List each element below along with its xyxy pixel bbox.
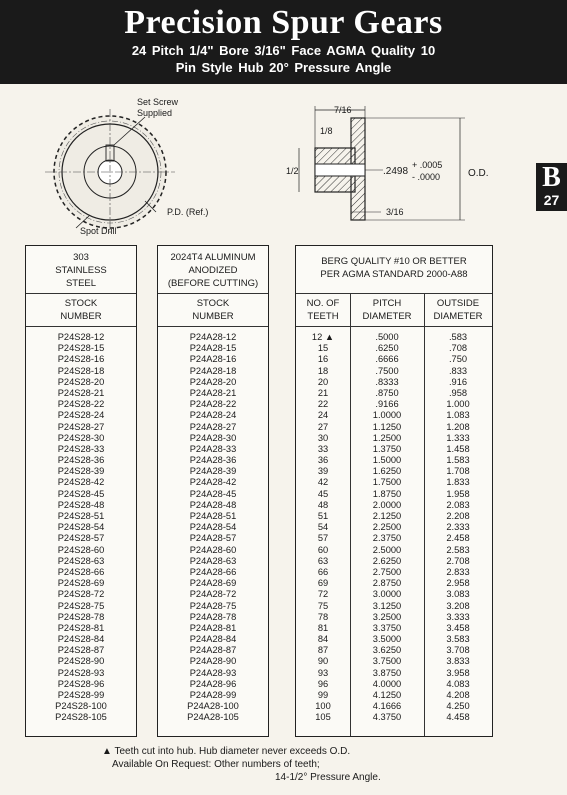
outside-diameter-cell: 4.208	[446, 690, 470, 700]
set-screw-label: Set Screw	[137, 97, 179, 107]
pitch-diameter-cell: 3.0000	[372, 589, 402, 600]
stock-number-cell: P24S28-36	[57, 455, 105, 466]
spec-line-1: 24 Pitch 1/4" Bore 3/16" Face AGMA Quality 10	[131, 43, 436, 58]
teeth-cell: 78	[317, 611, 329, 622]
table-row	[296, 656, 492, 667]
stock-number-cell: P24S28-84	[57, 634, 105, 645]
pitch-diameter-cell: .6250	[375, 343, 399, 354]
table-row	[296, 377, 492, 388]
stock-number-cell: P24A28-96	[189, 678, 237, 689]
stock-number-cell: P24A28-42	[189, 477, 237, 488]
outside-diameter-cell: 1.083	[446, 410, 470, 421]
stock-number-cell: P24S28-75	[57, 600, 105, 611]
stock-number-cell: P24A28-51	[189, 511, 237, 521]
teeth-cell: 72	[317, 589, 329, 600]
table-row	[296, 399, 492, 410]
stock-number-cell: P24A28-27	[189, 421, 237, 432]
stock-number-cell: P24A28-78	[189, 611, 237, 622]
outside-diameter-cell: 4.458	[446, 712, 470, 723]
stock-number-cell: P24A28-60	[189, 544, 237, 555]
pitch-diameter-cell: 1.0000	[372, 410, 402, 421]
pitch-diameter-cell: 3.5000	[372, 634, 402, 645]
stock-number-cell: P24S28-18	[57, 365, 105, 376]
stock-number-cell: P24A28-54	[189, 522, 237, 533]
pitch-diameter-cell: 3.7500	[372, 656, 402, 667]
spec-heading-l1: BERG QUALITY #10 OR BETTER	[321, 256, 467, 267]
table-row	[296, 623, 492, 634]
stock-number-cell: P24S28-69	[57, 578, 105, 589]
spec-table	[295, 245, 493, 737]
stock-number-cell: P24S28-21	[57, 387, 105, 398]
outside-diameter-cell: 2.333	[446, 522, 470, 533]
pitch-diameter-cell: 3.2500	[372, 611, 402, 622]
spec-line-2: Pin Style Hub 20° Pressure Angle	[175, 60, 392, 75]
stock-number-cell: P24A28-45	[189, 488, 237, 499]
supplied-label: Supplied	[137, 108, 173, 118]
stock-number-cell: P24S28-48	[57, 499, 105, 510]
pitch-diameter-cell: 3.8750	[372, 667, 402, 678]
stainless-material-l1: 303	[73, 252, 89, 263]
stock-number-cell: P24A28-18	[189, 365, 237, 376]
outside-diameter-cell: .916	[448, 376, 468, 387]
footnote-line-2: Available On Request: Other numbers of teeth;	[112, 759, 320, 770]
stock-number-cell: P24S28-66	[57, 566, 105, 577]
pitch-diameter-cell: 1.7500	[372, 477, 402, 488]
stock-number-cell: P24S28-15	[57, 343, 105, 354]
teeth-cell: 100	[315, 701, 331, 712]
pitch-diameter-cell: 2.3750	[372, 533, 402, 544]
pitch-diameter-cell: 1.8750	[372, 488, 402, 499]
outside-diameter-cell: .958	[448, 387, 468, 398]
table-row	[296, 589, 492, 600]
teeth-cell: 81	[317, 622, 329, 633]
od-header-l2: DIAMETER	[433, 311, 483, 322]
outside-diameter-cell: 3.958	[446, 667, 470, 678]
table-row	[296, 422, 492, 433]
pitch-diameter-cell: 2.7500	[372, 566, 402, 577]
table-row	[296, 388, 492, 399]
stock-number-cell: P24A28-20	[189, 376, 237, 387]
spec-rows	[296, 332, 492, 724]
stock-number-cell: P24A28-105	[187, 712, 239, 723]
teeth-cell: 36	[317, 455, 329, 466]
spec-heading-l2: PER AGMA STANDARD 2000-A88	[320, 269, 468, 280]
stock-number-cell: P24A28-39	[189, 466, 237, 477]
pitch-diameter-cell: .7500	[375, 365, 399, 376]
pitch-diameter-cell: .5000	[375, 332, 399, 342]
od-header-l1: OUTSIDE	[436, 298, 480, 309]
stock-number-cell: P24A28-63	[189, 555, 237, 566]
teeth-cell: 90	[317, 656, 329, 667]
teeth-cell: 21	[317, 387, 329, 398]
outside-diameter-cell: 1.333	[446, 432, 470, 443]
stock-number-cell: P24A28-33	[189, 443, 237, 454]
teeth-cell: 105	[315, 712, 331, 723]
stainless-material-l2: STAINLESS	[55, 265, 107, 276]
outside-diameter-cell: 2.958	[446, 578, 470, 589]
stock-number-cell: P24S28-60	[57, 544, 105, 555]
outside-diameter-cell: 3.583	[446, 634, 470, 645]
aluminum-col-l1: STOCK	[196, 298, 230, 309]
stainless-col-l2: NUMBER	[60, 311, 102, 322]
stock-number-cell: P24A28-99	[189, 690, 237, 700]
teeth-cell: 20	[317, 376, 329, 387]
pitch-diameter-cell: 2.1250	[372, 511, 402, 521]
teeth-cell: 24	[317, 410, 329, 421]
face-width-label: 3/16	[386, 207, 404, 217]
bore-label: .2498	[383, 166, 409, 177]
table-row	[296, 500, 492, 511]
footnote	[102, 745, 381, 784]
teeth-cell: 54	[317, 522, 329, 533]
pitch-diameter-cell: 3.3750	[372, 622, 402, 633]
stainless-table	[25, 245, 137, 737]
stock-number-cell: P24S28-72	[57, 589, 105, 600]
teeth-header-l2: TEETH	[307, 311, 339, 322]
outside-diameter-cell: 2.833	[446, 566, 470, 577]
pitch-diameter-cell: .8333	[375, 376, 399, 387]
stainless-material-l3: STEEL	[65, 278, 97, 289]
teeth-cell: 30	[317, 432, 329, 443]
stock-number-cell: P24S28-99	[57, 690, 105, 700]
table-row	[296, 444, 492, 455]
teeth-cell: 18	[317, 365, 329, 376]
table-row	[296, 489, 492, 500]
bore-tol-minus: - .0000	[412, 172, 441, 182]
stock-number-cell: P24S28-87	[57, 645, 105, 656]
outside-diameter-cell: 1.958	[446, 488, 470, 499]
pitch-diameter-label: P.D. (Ref.)	[167, 207, 209, 217]
od-label: O.D.	[468, 168, 489, 179]
outside-diameter-cell: .583	[448, 332, 468, 342]
teeth-cell: 33	[317, 443, 329, 454]
outside-diameter-cell: 2.583	[446, 544, 470, 555]
stock-number-cell: P24S28-12	[57, 332, 105, 342]
stock-number-cell: P24A28-30	[189, 432, 237, 443]
stock-number-cell: P24S28-20	[57, 376, 105, 387]
pitch-diameter-cell: 1.5000	[372, 455, 402, 466]
stock-number-cell: P24S28-39	[57, 466, 105, 477]
pitch-diameter-cell: 4.1250	[372, 690, 402, 700]
page-number: 27	[543, 192, 560, 208]
table-row	[296, 668, 492, 679]
table-row	[296, 701, 492, 712]
stock-number-cell: P24A28-21	[189, 387, 237, 398]
hub-length-label: 7/16	[334, 105, 352, 115]
stock-number-cell: P24A28-15	[189, 343, 237, 354]
stock-number-cell: P24S28-54	[57, 522, 105, 533]
stainless-rows	[26, 332, 136, 724]
stock-number-cell: P24A28-69	[189, 578, 237, 589]
teeth-cell: 63	[317, 555, 329, 566]
teeth-cell: 39	[317, 466, 329, 477]
outside-diameter-cell: 4.083	[446, 678, 470, 689]
stock-number-cell: P24A28-75	[189, 600, 237, 611]
spot-drill-label: Spot Drill	[80, 226, 117, 236]
teeth-cell: 99	[317, 690, 329, 700]
stock-number-cell: P24A28-93	[189, 667, 237, 678]
footnote-line-3: 14-1/2° Pressure Angle.	[275, 772, 381, 783]
outside-diameter-cell: .833	[448, 365, 468, 376]
pitch-diameter-cell: 4.3750	[372, 712, 402, 723]
table-row	[296, 522, 492, 533]
aluminum-table	[157, 245, 269, 737]
bore-tol-plus: + .0005	[412, 160, 443, 170]
stock-number-cell: P24S28-30	[57, 432, 105, 443]
footnote-line-1: ▲ Teeth cut into hub. Hub diameter never exceeds O.D.	[102, 746, 351, 757]
table-row	[296, 612, 492, 623]
stock-number-cell: P24A28-12	[189, 332, 237, 342]
teeth-cell: 12 ▲	[311, 332, 335, 342]
table-row	[296, 645, 492, 656]
outside-diameter-cell: 3.833	[446, 656, 470, 667]
stock-number-cell: P24A28-16	[189, 354, 237, 365]
teeth-cell: 15	[317, 343, 329, 354]
stock-number-cell: P24S28-63	[57, 555, 105, 566]
teeth-cell: 57	[317, 533, 329, 544]
stock-number-cell: P24A28-66	[189, 566, 237, 577]
aluminum-col-l2: NUMBER	[192, 311, 234, 322]
table-row	[296, 410, 492, 421]
teeth-cell: 75	[317, 600, 329, 611]
pitch-diameter-cell: 2.8750	[372, 578, 402, 589]
stock-number-cell: P24S28-81	[57, 622, 105, 633]
hub-diameter-label: 1/2	[286, 166, 299, 176]
stock-number-cell: P24S28-45	[57, 488, 105, 499]
table-row	[296, 433, 492, 444]
stock-number-cell: P24S28-42	[57, 477, 105, 488]
teeth-cell: 84	[317, 634, 329, 645]
table-row	[296, 332, 492, 343]
stock-number-cell: P24S28-96	[57, 678, 105, 689]
stock-number-cell: P24S28-105	[55, 712, 107, 723]
aluminum-rows	[158, 332, 268, 724]
stainless-col-l1: STOCK	[64, 298, 98, 309]
outside-diameter-cell: 2.708	[446, 555, 470, 566]
pitch-diameter-cell: 1.6250	[372, 466, 402, 477]
pitch-diameter-cell: 3.6250	[372, 645, 402, 656]
outside-diameter-cell: .750	[448, 354, 468, 365]
table-row	[296, 366, 492, 377]
stock-number-cell: P24A28-22	[189, 399, 237, 410]
table-row	[296, 601, 492, 612]
teeth-cell: 45	[317, 488, 329, 499]
table-row	[296, 354, 492, 365]
outside-diameter-cell: 3.708	[446, 645, 470, 656]
pitch-diameter-cell: 1.3750	[372, 443, 402, 454]
pitch-diameter-cell: .6666	[375, 354, 399, 365]
stock-number-cell: P24A28-100	[187, 701, 239, 712]
page-title: Precision Spur Gears	[124, 4, 443, 41]
gear-side-view	[295, 100, 475, 225]
table-row	[296, 466, 492, 477]
stock-number-cell: P24S28-100	[55, 701, 107, 712]
outside-diameter-cell: 1.000	[446, 399, 470, 410]
outside-diameter-cell: 1.583	[446, 455, 470, 466]
teeth-header-l1: NO. OF	[306, 298, 340, 309]
bore-section	[315, 164, 365, 176]
teeth-cell: 66	[317, 566, 329, 577]
stock-number-cell: P24A28-90	[189, 656, 237, 667]
teeth-cell: 22	[317, 399, 329, 410]
outside-diameter-cell: 1.208	[446, 421, 470, 432]
pitch-diameter-cell: 2.6250	[372, 555, 402, 566]
aluminum-material-l3: (BEFORE CUTTING)	[167, 278, 259, 289]
teeth-cell: 96	[317, 678, 329, 689]
outside-diameter-cell: 3.333	[446, 611, 470, 622]
outside-diameter-cell: 2.083	[446, 499, 470, 510]
aluminum-material-l1: 2024T4 ALUMINUM	[170, 252, 256, 263]
stock-number-cell: P24A28-87	[189, 645, 237, 656]
table-row	[296, 455, 492, 466]
pitch-diameter-cell: 2.0000	[372, 499, 402, 510]
stock-number-cell: P24A28-36	[189, 455, 237, 466]
page-header	[0, 0, 567, 84]
teeth-cell: 42	[317, 477, 329, 488]
stock-number-cell: P24S28-24	[57, 410, 105, 421]
table-row	[296, 477, 492, 488]
stock-number-cell: P24A28-81	[189, 622, 237, 633]
table-row	[296, 343, 492, 354]
stock-number-cell: P24S28-57	[57, 533, 105, 544]
section-letter: B	[542, 162, 561, 193]
pitch-diameter-cell: .8750	[375, 387, 399, 398]
table-row	[296, 556, 492, 567]
table-row	[296, 634, 492, 645]
outside-diameter-cell: 4.250	[446, 701, 470, 712]
outside-diameter-cell: 3.208	[446, 600, 470, 611]
pitch-diameter-cell: 1.1250	[372, 421, 402, 432]
teeth-cell: 48	[317, 499, 329, 510]
stock-number-cell: P24S28-78	[57, 611, 105, 622]
table-row	[296, 533, 492, 544]
teeth-cell: 27	[317, 421, 329, 432]
pitch-diameter-cell: 2.2500	[372, 522, 402, 533]
teeth-cell: 51	[317, 511, 329, 521]
outside-diameter-cell: 3.458	[446, 622, 470, 633]
table-row	[296, 712, 492, 723]
stock-number-cell: P24S28-93	[57, 667, 105, 678]
table-row	[296, 511, 492, 522]
stock-number-cell: P24A28-48	[189, 499, 237, 510]
table-row	[296, 679, 492, 690]
pitch-diameter-cell: 4.0000	[372, 678, 402, 689]
stock-number-cell: P24S28-16	[57, 354, 105, 365]
outside-diameter-cell: .708	[448, 343, 468, 354]
pitch-diameter-cell: 2.5000	[372, 544, 402, 555]
outside-diameter-cell: 3.083	[446, 589, 470, 600]
stock-number-cell: P24S28-22	[57, 399, 105, 410]
pitch-diameter-cell: .9166	[375, 399, 399, 410]
pitch-header-l2: DIAMETER	[362, 311, 412, 322]
teeth-cell: 69	[317, 578, 329, 589]
stock-number-cell: P24A28-84	[189, 634, 237, 645]
stock-number-cell: P24S28-90	[57, 656, 105, 667]
stock-number-cell: P24A28-57	[189, 533, 237, 544]
outside-diameter-cell: 1.458	[446, 443, 470, 454]
teeth-cell: 87	[317, 645, 329, 656]
pitch-diameter-cell: 1.2500	[372, 432, 402, 443]
table-row	[296, 545, 492, 556]
stock-number-cell: P24A28-72	[189, 589, 237, 600]
teeth-cell: 16	[317, 354, 329, 365]
stock-number-cell: P24S28-51	[57, 511, 105, 521]
teeth-cell: 60	[317, 544, 329, 555]
outside-diameter-cell: 1.708	[446, 466, 470, 477]
pin-offset-label: 1/8	[320, 126, 333, 136]
pitch-diameter-cell: 3.1250	[372, 600, 402, 611]
section-badge	[536, 163, 567, 211]
stock-number-cell: P24A28-24	[189, 410, 237, 421]
aluminum-material-l2: ANODIZED	[188, 265, 238, 276]
stock-number-cell: P24S28-27	[57, 421, 105, 432]
outside-diameter-cell: 2.458	[446, 533, 470, 544]
pitch-diameter-cell: 4.1666	[372, 701, 402, 712]
table-row	[296, 567, 492, 578]
stock-number-cell: P24S28-33	[57, 443, 105, 454]
pitch-header-l1: PITCH	[372, 298, 402, 309]
teeth-cell: 93	[317, 667, 329, 678]
outside-diameter-cell: 2.208	[446, 511, 470, 521]
table-row	[296, 690, 492, 701]
outside-diameter-cell: 1.833	[446, 477, 470, 488]
table-row	[296, 578, 492, 589]
